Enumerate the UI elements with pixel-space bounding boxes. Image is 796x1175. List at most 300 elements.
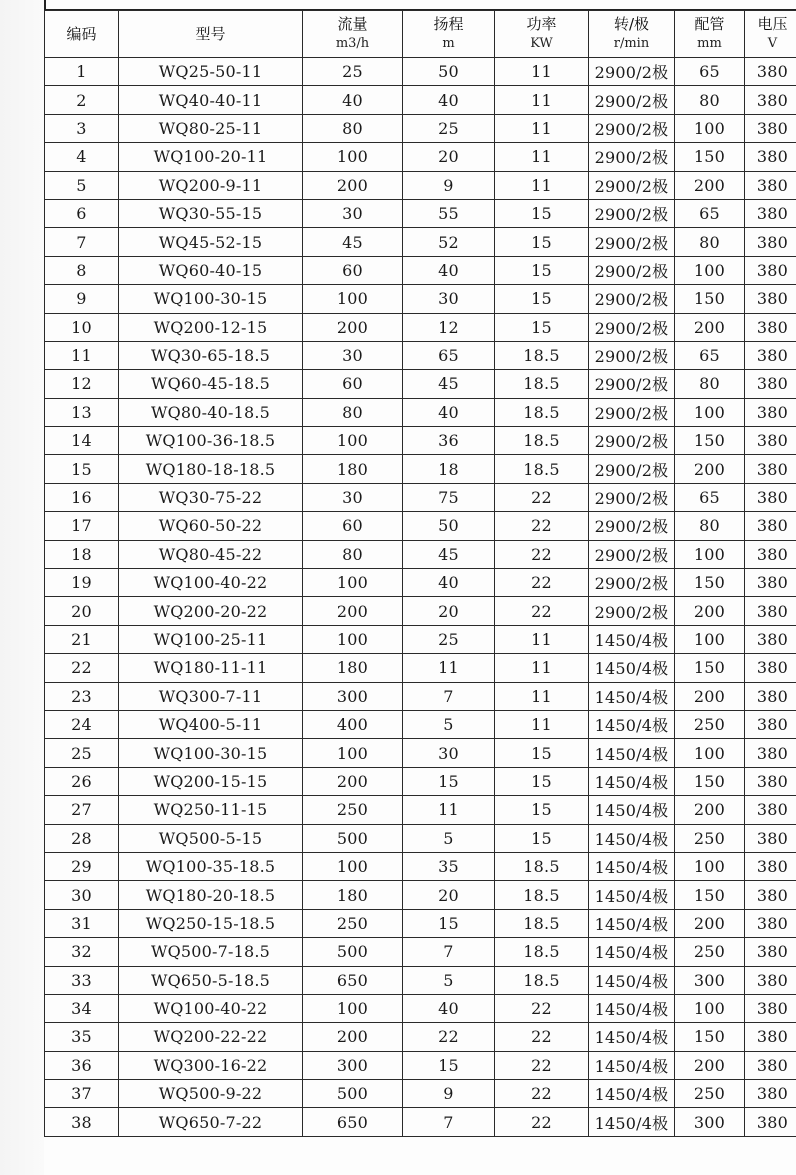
- cell-voltage: 380: [745, 512, 796, 540]
- cell-head: 9: [403, 1080, 495, 1108]
- cell-power: 11: [495, 625, 589, 653]
- cell-code: 18: [45, 540, 119, 568]
- cell-voltage: 380: [745, 171, 796, 199]
- cell-model: WQ500-5-15: [119, 824, 303, 852]
- cell-flow: 100: [303, 625, 403, 653]
- table-row: [45, 455, 796, 483]
- cell-pipe: 150: [675, 427, 745, 455]
- cell-pipe: 300: [675, 1108, 745, 1136]
- table-row: [45, 171, 796, 199]
- cell-pipe: 150: [675, 767, 745, 795]
- cell-voltage: 380: [745, 455, 796, 483]
- cell-code: 11: [45, 341, 119, 369]
- cell-voltage: 380: [745, 1108, 796, 1136]
- cell-power: 18.5: [495, 341, 589, 369]
- table-top-border: [44, 0, 796, 10]
- cell-voltage: 380: [745, 966, 796, 994]
- cell-model: WQ100-35-18.5: [119, 852, 303, 880]
- cell-head: 40: [403, 86, 495, 114]
- cell-pipe: 65: [675, 341, 745, 369]
- cell-flow: 80: [303, 540, 403, 568]
- cell-model: WQ650-5-18.5: [119, 966, 303, 994]
- cell-power: 22: [495, 569, 589, 597]
- cell-flow: 180: [303, 455, 403, 483]
- cell-model: WQ250-15-18.5: [119, 909, 303, 937]
- cell-code: 19: [45, 569, 119, 597]
- cell-head: 7: [403, 1108, 495, 1136]
- cell-model: WQ60-40-15: [119, 256, 303, 284]
- cell-head: 30: [403, 739, 495, 767]
- cell-pipe: 65: [675, 483, 745, 511]
- page-margin: [0, 0, 44, 1175]
- cell-flow: 500: [303, 1080, 403, 1108]
- cell-speed: 2900/2极: [589, 540, 675, 568]
- cell-speed: 2900/2极: [589, 228, 675, 256]
- cell-speed: 2900/2极: [589, 455, 675, 483]
- cell-power: 18.5: [495, 455, 589, 483]
- cell-pipe: 200: [675, 171, 745, 199]
- cell-model: WQ200-9-11: [119, 171, 303, 199]
- cell-flow: 100: [303, 852, 403, 880]
- cell-voltage: 380: [745, 824, 796, 852]
- cell-code: 10: [45, 313, 119, 341]
- cell-flow: 100: [303, 739, 403, 767]
- cell-pipe: 100: [675, 625, 745, 653]
- cell-code: 38: [45, 1108, 119, 1136]
- cell-pipe: 80: [675, 370, 745, 398]
- cell-speed: 2900/2极: [589, 58, 675, 86]
- cell-model: WQ30-75-22: [119, 483, 303, 511]
- table-row: [45, 370, 796, 398]
- table-row: [45, 313, 796, 341]
- table-row: [45, 994, 796, 1022]
- cell-power: 18.5: [495, 852, 589, 880]
- header-cell-flow: [303, 11, 403, 58]
- cell-power: 15: [495, 739, 589, 767]
- cell-head: 35: [403, 852, 495, 880]
- cell-power: 22: [495, 1108, 589, 1136]
- cell-model: WQ400-5-11: [119, 710, 303, 738]
- cell-model: WQ100-20-11: [119, 143, 303, 171]
- cell-flow: 45: [303, 228, 403, 256]
- cell-model: WQ200-20-22: [119, 597, 303, 625]
- cell-model: WQ100-40-22: [119, 994, 303, 1022]
- cell-power: 22: [495, 1051, 589, 1079]
- cell-flow: 30: [303, 483, 403, 511]
- cell-head: 30: [403, 285, 495, 313]
- header-cell-pipe: [675, 11, 745, 58]
- cell-power: 22: [495, 1080, 589, 1108]
- header-label: 扬程: [433, 15, 464, 33]
- header-label: 功率: [526, 15, 557, 33]
- cell-model: WQ200-15-15: [119, 767, 303, 795]
- cell-speed: 2900/2极: [589, 256, 675, 284]
- cell-model: WQ250-11-15: [119, 796, 303, 824]
- cell-power: 11: [495, 654, 589, 682]
- table-row: [45, 739, 796, 767]
- cell-speed: 1450/4极: [589, 994, 675, 1022]
- cell-voltage: 380: [745, 710, 796, 738]
- cell-pipe: 250: [675, 824, 745, 852]
- cell-power: 11: [495, 86, 589, 114]
- cell-speed: 2900/2极: [589, 569, 675, 597]
- cell-flow: 60: [303, 256, 403, 284]
- cell-code: 8: [45, 256, 119, 284]
- cell-head: 15: [403, 767, 495, 795]
- header-label: 电压: [757, 15, 788, 33]
- cell-pipe: 250: [675, 1080, 745, 1108]
- cell-voltage: 380: [745, 597, 796, 625]
- cell-power: 15: [495, 228, 589, 256]
- header-label: 流量: [337, 15, 368, 33]
- cell-speed: 1450/4极: [589, 909, 675, 937]
- header-cell-code: [45, 11, 119, 58]
- cell-voltage: 380: [745, 1023, 796, 1051]
- cell-flow: 100: [303, 143, 403, 171]
- cell-speed: 2900/2极: [589, 86, 675, 114]
- cell-pipe: 100: [675, 398, 745, 426]
- cell-model: WQ650-7-22: [119, 1108, 303, 1136]
- cell-code: 7: [45, 228, 119, 256]
- cell-model: WQ180-18-18.5: [119, 455, 303, 483]
- cell-code: 16: [45, 483, 119, 511]
- cell-pipe: 65: [675, 58, 745, 86]
- cell-pipe: 100: [675, 256, 745, 284]
- cell-voltage: 380: [745, 370, 796, 398]
- cell-voltage: 380: [745, 143, 796, 171]
- cell-code: 32: [45, 938, 119, 966]
- cell-voltage: 380: [745, 1051, 796, 1079]
- header-unit: r/min: [613, 36, 650, 51]
- cell-code: 27: [45, 796, 119, 824]
- cell-flow: 100: [303, 994, 403, 1022]
- cell-speed: 1450/4极: [589, 682, 675, 710]
- cell-speed: 2900/2极: [589, 512, 675, 540]
- cell-speed: 1450/4极: [589, 625, 675, 653]
- cell-speed: 1450/4极: [589, 710, 675, 738]
- table-row: [45, 86, 796, 114]
- cell-pipe: 150: [675, 881, 745, 909]
- cell-voltage: 380: [745, 654, 796, 682]
- cell-code: 30: [45, 881, 119, 909]
- cell-pipe: 200: [675, 313, 745, 341]
- cell-head: 65: [403, 341, 495, 369]
- header-label: 转/极: [613, 15, 650, 33]
- cell-voltage: 380: [745, 228, 796, 256]
- cell-power: 15: [495, 313, 589, 341]
- table-row: [45, 654, 796, 682]
- cell-flow: 200: [303, 171, 403, 199]
- cell-model: WQ30-65-18.5: [119, 341, 303, 369]
- cell-pipe: 80: [675, 86, 745, 114]
- cell-code: 13: [45, 398, 119, 426]
- cell-pipe: 100: [675, 739, 745, 767]
- table-row: [45, 1023, 796, 1051]
- table-row: [45, 938, 796, 966]
- cell-code: 21: [45, 625, 119, 653]
- cell-flow: 100: [303, 569, 403, 597]
- cell-power: 11: [495, 58, 589, 86]
- cell-head: 75: [403, 483, 495, 511]
- cell-voltage: 380: [745, 398, 796, 426]
- table-row: [45, 625, 796, 653]
- cell-pipe: 100: [675, 852, 745, 880]
- table-row: [45, 1051, 796, 1079]
- cell-code: 14: [45, 427, 119, 455]
- table-row: [45, 540, 796, 568]
- table-row: [45, 58, 796, 86]
- cell-head: 20: [403, 881, 495, 909]
- cell-voltage: 380: [745, 341, 796, 369]
- table-row: [45, 114, 796, 142]
- cell-speed: 1450/4极: [589, 1023, 675, 1051]
- cell-speed: 1450/4极: [589, 966, 675, 994]
- cell-voltage: 380: [745, 796, 796, 824]
- cell-pipe: 150: [675, 654, 745, 682]
- cell-head: 15: [403, 909, 495, 937]
- cell-speed: 2900/2极: [589, 313, 675, 341]
- cell-head: 5: [403, 824, 495, 852]
- cell-speed: 2900/2极: [589, 171, 675, 199]
- cell-pipe: 65: [675, 199, 745, 227]
- cell-speed: 1450/4极: [589, 796, 675, 824]
- cell-power: 11: [495, 171, 589, 199]
- cell-voltage: 380: [745, 285, 796, 313]
- cell-voltage: 380: [745, 909, 796, 937]
- cell-voltage: 380: [745, 739, 796, 767]
- cell-model: WQ300-7-11: [119, 682, 303, 710]
- cell-head: 40: [403, 256, 495, 284]
- cell-voltage: 380: [745, 86, 796, 114]
- header-unit: mm: [697, 36, 722, 51]
- cell-head: 20: [403, 143, 495, 171]
- cell-head: 18: [403, 455, 495, 483]
- cell-pipe: 200: [675, 796, 745, 824]
- cell-voltage: 380: [745, 1080, 796, 1108]
- cell-power: 18.5: [495, 966, 589, 994]
- cell-head: 7: [403, 938, 495, 966]
- cell-flow: 60: [303, 512, 403, 540]
- cell-model: WQ100-40-22: [119, 569, 303, 597]
- cell-head: 52: [403, 228, 495, 256]
- cell-power: 18.5: [495, 370, 589, 398]
- cell-voltage: 380: [745, 767, 796, 795]
- cell-model: WQ30-55-15: [119, 199, 303, 227]
- cell-head: 40: [403, 994, 495, 1022]
- cell-code: 22: [45, 654, 119, 682]
- cell-pipe: 200: [675, 597, 745, 625]
- table-row: [45, 1108, 796, 1136]
- cell-model: WQ40-40-11: [119, 86, 303, 114]
- cell-flow: 30: [303, 341, 403, 369]
- cell-power: 22: [495, 512, 589, 540]
- header-cell-head: [403, 11, 495, 58]
- header-cell-model: [119, 11, 303, 58]
- cell-pipe: 100: [675, 540, 745, 568]
- cell-power: 22: [495, 1023, 589, 1051]
- cell-pipe: 250: [675, 938, 745, 966]
- cell-flow: 60: [303, 370, 403, 398]
- cell-model: WQ60-45-18.5: [119, 370, 303, 398]
- cell-pipe: 250: [675, 710, 745, 738]
- cell-power: 18.5: [495, 909, 589, 937]
- cell-voltage: 380: [745, 881, 796, 909]
- table-row: [45, 852, 796, 880]
- header-label: 配管: [694, 15, 725, 33]
- cell-model: WQ25-50-11: [119, 58, 303, 86]
- table-row: [45, 824, 796, 852]
- table-row: [45, 597, 796, 625]
- cell-model: WQ80-45-22: [119, 540, 303, 568]
- cell-code: 3: [45, 114, 119, 142]
- cell-pipe: 100: [675, 114, 745, 142]
- cell-code: 5: [45, 171, 119, 199]
- cell-flow: 500: [303, 824, 403, 852]
- cell-code: 6: [45, 199, 119, 227]
- cell-model: WQ45-52-15: [119, 228, 303, 256]
- cell-voltage: 380: [745, 682, 796, 710]
- cell-power: 18.5: [495, 398, 589, 426]
- cell-speed: 1450/4极: [589, 1108, 675, 1136]
- cell-pipe: 150: [675, 285, 745, 313]
- cell-head: 45: [403, 540, 495, 568]
- table-row: [45, 256, 796, 284]
- cell-voltage: 380: [745, 994, 796, 1022]
- header-unit: V: [767, 36, 778, 51]
- cell-code: 31: [45, 909, 119, 937]
- table-row: [45, 1080, 796, 1108]
- cell-code: 23: [45, 682, 119, 710]
- cell-power: 22: [495, 597, 589, 625]
- cell-model: WQ60-50-22: [119, 512, 303, 540]
- header-cell-voltage: [745, 11, 796, 58]
- table-row: [45, 796, 796, 824]
- cell-flow: 100: [303, 285, 403, 313]
- cell-code: 35: [45, 1023, 119, 1051]
- cell-pipe: 150: [675, 143, 745, 171]
- cell-flow: 180: [303, 654, 403, 682]
- cell-flow: 200: [303, 313, 403, 341]
- cell-code: 24: [45, 710, 119, 738]
- cell-power: 15: [495, 199, 589, 227]
- cell-speed: 2900/2极: [589, 370, 675, 398]
- cell-model: WQ200-22-22: [119, 1023, 303, 1051]
- cell-head: 40: [403, 569, 495, 597]
- table-row: [45, 682, 796, 710]
- cell-flow: 250: [303, 796, 403, 824]
- cell-power: 15: [495, 767, 589, 795]
- cell-pipe: 80: [675, 512, 745, 540]
- cell-flow: 100: [303, 427, 403, 455]
- cell-pipe: 300: [675, 966, 745, 994]
- cell-pipe: 200: [675, 1051, 745, 1079]
- cell-head: 22: [403, 1023, 495, 1051]
- header-unit: m: [442, 36, 455, 51]
- cell-code: 2: [45, 86, 119, 114]
- cell-code: 1: [45, 58, 119, 86]
- cell-head: 11: [403, 654, 495, 682]
- cell-head: 5: [403, 710, 495, 738]
- cell-power: 15: [495, 285, 589, 313]
- cell-power: 22: [495, 540, 589, 568]
- cell-speed: 1450/4极: [589, 1080, 675, 1108]
- cell-code: 26: [45, 767, 119, 795]
- table-body: [45, 58, 796, 1137]
- table-row: [45, 909, 796, 937]
- cell-flow: 25: [303, 58, 403, 86]
- cell-speed: 1450/4极: [589, 654, 675, 682]
- cell-power: 11: [495, 114, 589, 142]
- header-unit: KW: [530, 36, 553, 51]
- cell-head: 7: [403, 682, 495, 710]
- cell-model: WQ180-11-11: [119, 654, 303, 682]
- cell-model: WQ300-16-22: [119, 1051, 303, 1079]
- cell-speed: 2900/2极: [589, 143, 675, 171]
- cell-pipe: 200: [675, 682, 745, 710]
- cell-flow: 200: [303, 597, 403, 625]
- cell-voltage: 380: [745, 938, 796, 966]
- cell-pipe: 200: [675, 455, 745, 483]
- cell-flow: 650: [303, 1108, 403, 1136]
- cell-head: 36: [403, 427, 495, 455]
- header-label: 编码: [66, 24, 97, 43]
- cell-model: WQ500-9-22: [119, 1080, 303, 1108]
- cell-model: WQ100-36-18.5: [119, 427, 303, 455]
- cell-head: 25: [403, 114, 495, 142]
- cell-code: 20: [45, 597, 119, 625]
- cell-power: 18.5: [495, 881, 589, 909]
- header-cell-speed: [589, 11, 675, 58]
- header-unit: m3/h: [335, 36, 370, 51]
- cell-speed: 1450/4极: [589, 852, 675, 880]
- cell-pipe: 100: [675, 994, 745, 1022]
- cell-power: 18.5: [495, 427, 589, 455]
- cell-speed: 2900/2极: [589, 398, 675, 426]
- table-row: [45, 512, 796, 540]
- cell-speed: 2900/2极: [589, 199, 675, 227]
- table-row: [45, 767, 796, 795]
- table-row: [45, 143, 796, 171]
- cell-head: 50: [403, 58, 495, 86]
- cell-voltage: 380: [745, 483, 796, 511]
- cell-speed: 2900/2极: [589, 427, 675, 455]
- cell-model: WQ100-30-15: [119, 739, 303, 767]
- cell-speed: 1450/4极: [589, 767, 675, 795]
- cell-speed: 1450/4极: [589, 1051, 675, 1079]
- cell-flow: 250: [303, 909, 403, 937]
- cell-power: 22: [495, 483, 589, 511]
- cell-voltage: 380: [745, 625, 796, 653]
- cell-code: 33: [45, 966, 119, 994]
- cell-model: WQ80-40-18.5: [119, 398, 303, 426]
- cell-pipe: 200: [675, 909, 745, 937]
- cell-flow: 200: [303, 1023, 403, 1051]
- cell-flow: 500: [303, 938, 403, 966]
- cell-power: 18.5: [495, 938, 589, 966]
- table-row: [45, 710, 796, 738]
- cell-head: 11: [403, 796, 495, 824]
- cell-flow: 650: [303, 966, 403, 994]
- cell-flow: 80: [303, 398, 403, 426]
- table-row: [45, 199, 796, 227]
- cell-code: 12: [45, 370, 119, 398]
- cell-code: 9: [45, 285, 119, 313]
- cell-model: WQ100-30-15: [119, 285, 303, 313]
- cell-head: 25: [403, 625, 495, 653]
- cell-voltage: 380: [745, 852, 796, 880]
- cell-power: 15: [495, 796, 589, 824]
- cell-flow: 40: [303, 86, 403, 114]
